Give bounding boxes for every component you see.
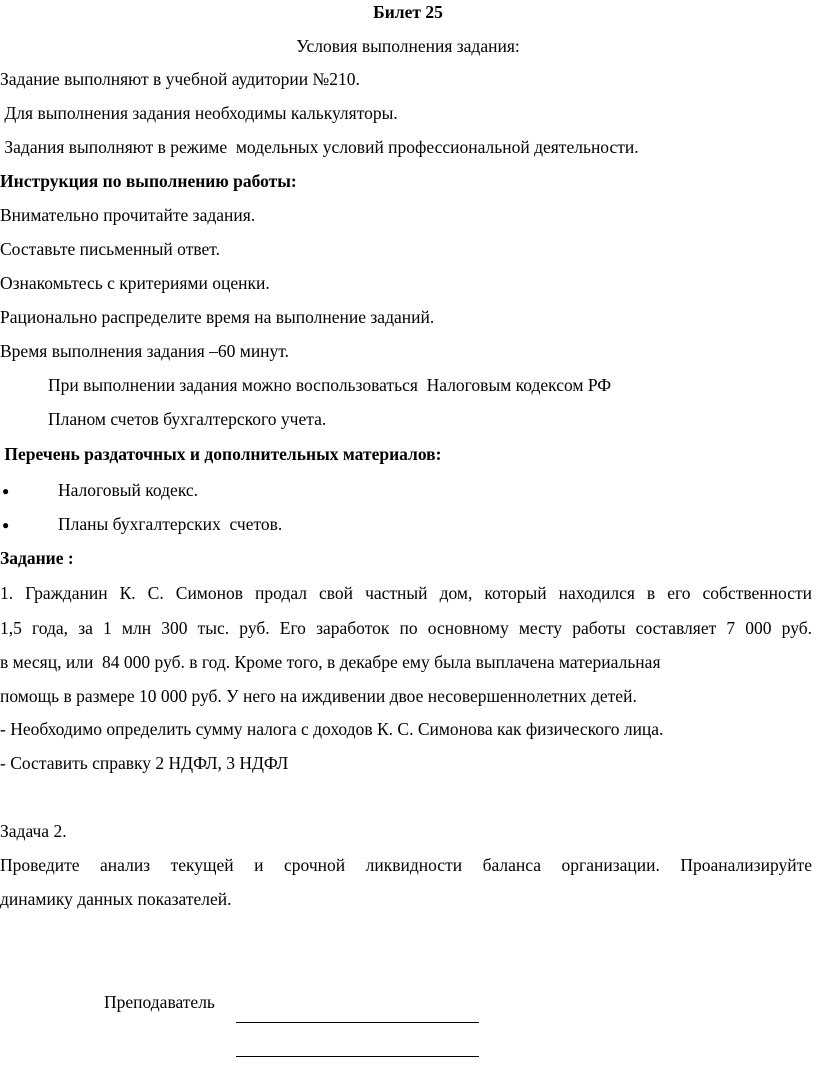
materials-item: Планы бухгалтерских счетов.: [58, 514, 283, 534]
instruction-line: Внимательно прочитайте задания.: [0, 205, 256, 225]
task1-line: помощь в размере 10 000 руб. У него на иждивении двое несовершеннолетних детей.: [0, 686, 637, 706]
task1-line: в месяц, или 84 000 руб. в год. Кроме того, в декабре ему была выплачена материальная: [0, 652, 661, 672]
signature-label: Преподаватель: [104, 992, 215, 1012]
materials-heading: Перечень раздаточных и дополнительных материалов:: [0, 444, 442, 464]
task1-heading: Задание :: [0, 548, 74, 568]
condition-line-calculators: Для выполнения задания необходимы калькуляторы.: [0, 103, 398, 123]
task1-line: 1,5 года, за 1 млн 300 тыс. руб. Его заработок по основному месту работы составляет 7 000 руб.: [0, 618, 812, 638]
task1-line: 1. Гражданин К. С. Симонов продал свой частный дом, который находился в его собственности: [0, 583, 812, 603]
instruction-line-tax-code: При выполнении задания можно воспользоваться Налоговым кодексом РФ: [48, 375, 612, 395]
condition-line-room: Задание выполняют в учебной аудитории №210.: [0, 69, 360, 89]
instruction-line-chart-of-accounts: Планом счетов бухгалтерского учета.: [48, 409, 327, 429]
materials-item: Налоговый кодекс.: [58, 480, 199, 500]
instruction-line-time: Время выполнения задания –60 минут.: [0, 341, 290, 361]
signature-line: [236, 1022, 479, 1023]
instruction-line: Ознакомьтесь с критериями оценки.: [0, 273, 270, 293]
task1-requirement: - Составить справку 2 НДФЛ, 3 НДФЛ: [0, 753, 289, 773]
signature-name-line: [236, 1056, 479, 1057]
ticket-title: Билет 25: [373, 2, 443, 22]
task2-heading: Задача 2.: [0, 821, 67, 841]
instruction-line: Рационально распределите время на выполнение заданий.: [0, 307, 435, 327]
conditions-heading: Условия выполнения задания:: [296, 36, 520, 56]
condition-line-mode: Задания выполняют в режиме модельных условий профессиональной деятельности.: [0, 137, 639, 157]
task1-requirement: - Необходимо определить сумму налога с доходов К. С. Симонова как физического лица.: [0, 719, 664, 739]
bullet-icon: ●: [2, 484, 10, 498]
instruction-line: Составьте письменный ответ.: [0, 239, 220, 259]
instructions-heading: Инструкция по выполнению работы:: [0, 171, 297, 191]
task2-line: динамику данных показателей.: [0, 889, 232, 909]
bullet-icon: ●: [2, 518, 10, 532]
task2-line: Проведите анализ текущей и срочной ликвидности баланса организации. Проанализируйте: [0, 855, 812, 875]
